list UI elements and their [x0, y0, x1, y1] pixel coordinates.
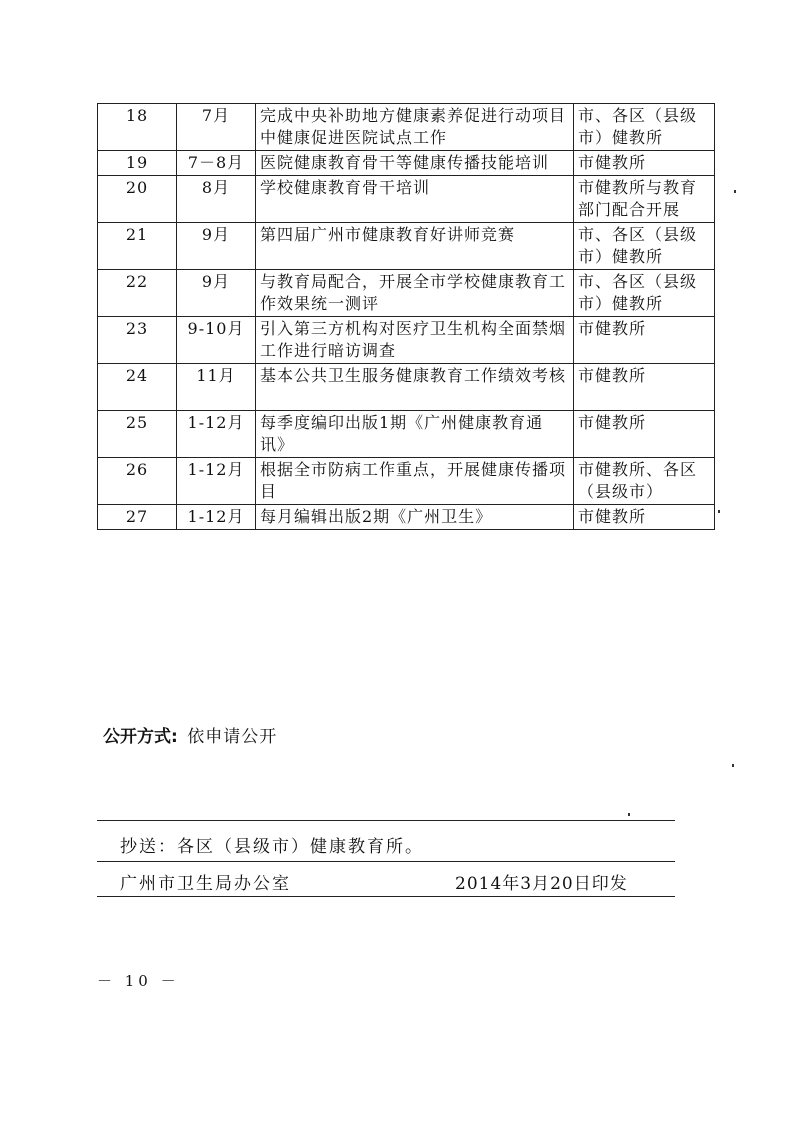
- row-number-cell: 18: [98, 104, 177, 151]
- table-row: [98, 223, 715, 270]
- task-cell: 第四届广州市健康教育好讲师竞赛: [256, 223, 574, 270]
- disclosure-line: [103, 722, 277, 747]
- responsible-unit-cell: 市、各区（县级市）健教所: [574, 270, 715, 317]
- task-cell: 每月编辑出版2期《广州卫生》: [256, 505, 574, 530]
- table-row: [98, 176, 715, 223]
- task-cell: 医院健康教育骨干等健康传播技能培训: [256, 151, 574, 176]
- row-number-cell: 25: [98, 411, 177, 458]
- month-cell: 8月: [177, 176, 256, 223]
- work-plan-table: [97, 103, 715, 530]
- task-cell: 与教育局配合，开展全市学校健康教育工作效果统一测评: [256, 270, 574, 317]
- row-number-cell: 24: [98, 364, 177, 411]
- task-cell: 完成中央补助地方健康素养促进行动项目中健康促进医院试点工作: [256, 104, 574, 151]
- footer-rule-middle: [97, 861, 675, 862]
- disclosure-label: 公开方式:: [103, 727, 178, 747]
- footer-rule-top: [97, 820, 675, 821]
- task-cell: 基本公共卫生服务健康教育工作绩效考核: [256, 364, 574, 411]
- issuing-office: 广州市卫生局办公室: [120, 874, 291, 894]
- issue-date: 2014年3月20日印发: [455, 874, 628, 894]
- table-row: [98, 317, 715, 364]
- table-row: [98, 270, 715, 317]
- table-row: [98, 411, 715, 458]
- month-cell: 1-12月: [177, 458, 256, 505]
- scan-speck: [628, 813, 630, 816]
- month-cell: 7－8月: [177, 151, 256, 176]
- row-number-cell: 27: [98, 505, 177, 530]
- responsible-unit-cell: 市健教所: [574, 411, 715, 458]
- table-row: [98, 104, 715, 151]
- row-number-cell: 21: [98, 223, 177, 270]
- row-number-cell: 23: [98, 317, 177, 364]
- responsible-unit-cell: 市、各区（县级市）健教所: [574, 223, 715, 270]
- table-body: [98, 104, 715, 530]
- responsible-unit-cell: 市健教所与教育部门配合开展: [574, 176, 715, 223]
- month-cell: 9-10月: [177, 317, 256, 364]
- page-number: － 10 －: [97, 972, 180, 990]
- footer-rule-bottom: [97, 896, 675, 897]
- task-cell: 根据全市防病工作重点，开展健康传播项目: [256, 458, 574, 505]
- responsible-unit-cell: 市、各区（县级市）健教所: [574, 104, 715, 151]
- task-cell: 学校健康教育骨干培训: [256, 176, 574, 223]
- row-number-cell: 19: [98, 151, 177, 176]
- scan-speck: [718, 510, 720, 513]
- responsible-unit-cell: 市健教所、各区（县级市）: [574, 458, 715, 505]
- table-row: [98, 458, 715, 505]
- responsible-unit-cell: 市健教所: [574, 317, 715, 364]
- responsible-unit-cell: 市健教所: [574, 364, 715, 411]
- scan-speck: [732, 764, 734, 767]
- table-row: [98, 505, 715, 530]
- month-cell: 9月: [177, 223, 256, 270]
- month-cell: 9月: [177, 270, 256, 317]
- task-cell: 每季度编印出版1期《广州健康教育通讯》: [256, 411, 574, 458]
- month-cell: 11月: [177, 364, 256, 411]
- month-cell: 7月: [177, 104, 256, 151]
- task-cell: 引入第三方机构对医疗卫生机构全面禁烟工作进行暗访调查: [256, 317, 574, 364]
- month-cell: 1-12月: [177, 505, 256, 530]
- row-number-cell: 26: [98, 458, 177, 505]
- disclosure-value: 依申请公开: [187, 727, 278, 747]
- row-number-cell: 20: [98, 176, 177, 223]
- table-row: [98, 151, 715, 176]
- scan-speck: [734, 190, 736, 193]
- table-row: [98, 364, 715, 411]
- month-cell: 1-12月: [177, 411, 256, 458]
- responsible-unit-cell: 市健教所: [574, 151, 715, 176]
- responsible-unit-cell: 市健教所: [574, 505, 715, 530]
- cc-line: 抄送：各区（县级市）健康教育所。: [120, 837, 424, 857]
- row-number-cell: 22: [98, 270, 177, 317]
